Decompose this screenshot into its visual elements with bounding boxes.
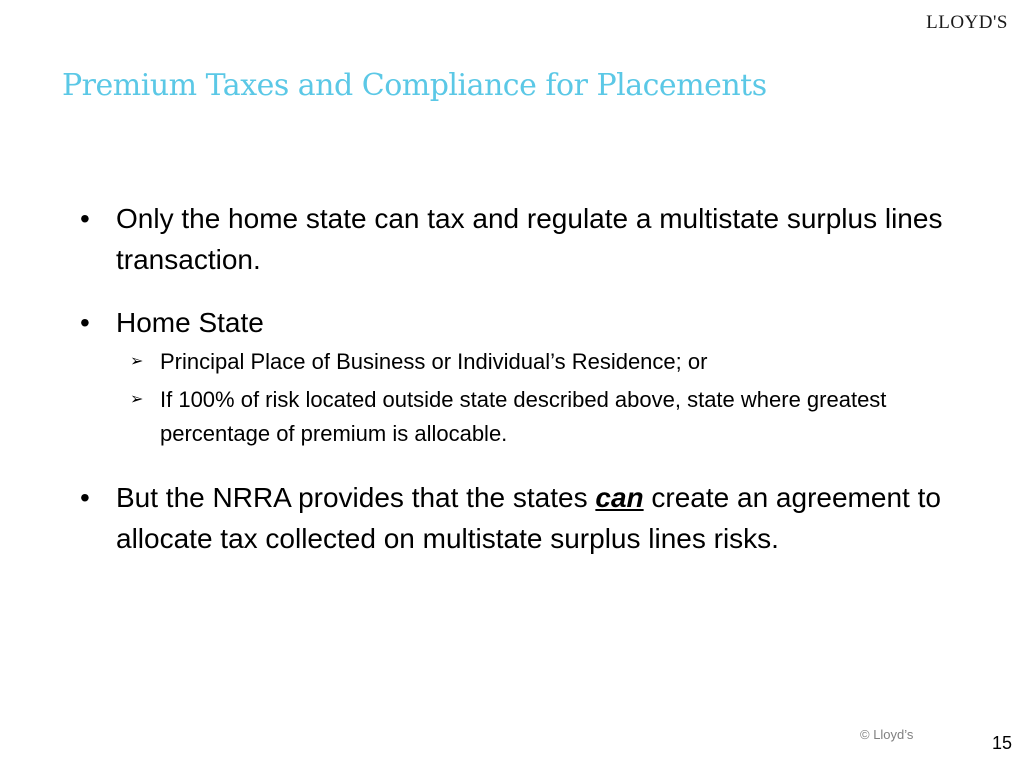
- copyright-notice: © Lloyd’s: [860, 727, 914, 742]
- arrow-bullet-icon: ➢: [130, 353, 144, 370]
- sub-bullet-text: If 100% of risk located outside state described above, state where greatest percentage of premium is allocable.: [160, 387, 887, 446]
- slide-title: Premium Taxes and Compliance for Placements: [62, 68, 767, 103]
- bullet-mark: •: [80, 203, 90, 234]
- bullet-text: [116, 477, 980, 559]
- bullet-mark: •: [80, 307, 90, 338]
- page-number: 15: [991, 733, 1012, 753]
- bullet-text: Only the home state can tax and regulate a multistate surplus lines transaction.: [116, 203, 943, 275]
- bullet-item-home-state-tax: [80, 198, 980, 280]
- sub-bullet-item-principal-place: [130, 345, 980, 379]
- emphasized-word: can: [595, 482, 644, 513]
- bullet-text: Home State: [116, 307, 264, 338]
- bullet-item-home-state: [80, 302, 980, 343]
- sub-bullet-text: Principal Place of Business or Individual’s Residence; or: [160, 349, 708, 374]
- bullet-text-after: create an agreement to allocate tax collected on multistate surplus lines risks.: [116, 482, 941, 554]
- bullet-item-nrra-agreement: [80, 477, 980, 559]
- sub-bullet-item-risk-outside-state: [130, 383, 980, 451]
- slide-content: [80, 198, 980, 581]
- bullet-mark: •: [80, 482, 90, 513]
- lloyds-logo: LLOYD'S: [926, 12, 1008, 33]
- bullet-text-before: But the NRRA provides that the states: [116, 482, 596, 513]
- arrow-bullet-icon: ➢: [130, 391, 144, 408]
